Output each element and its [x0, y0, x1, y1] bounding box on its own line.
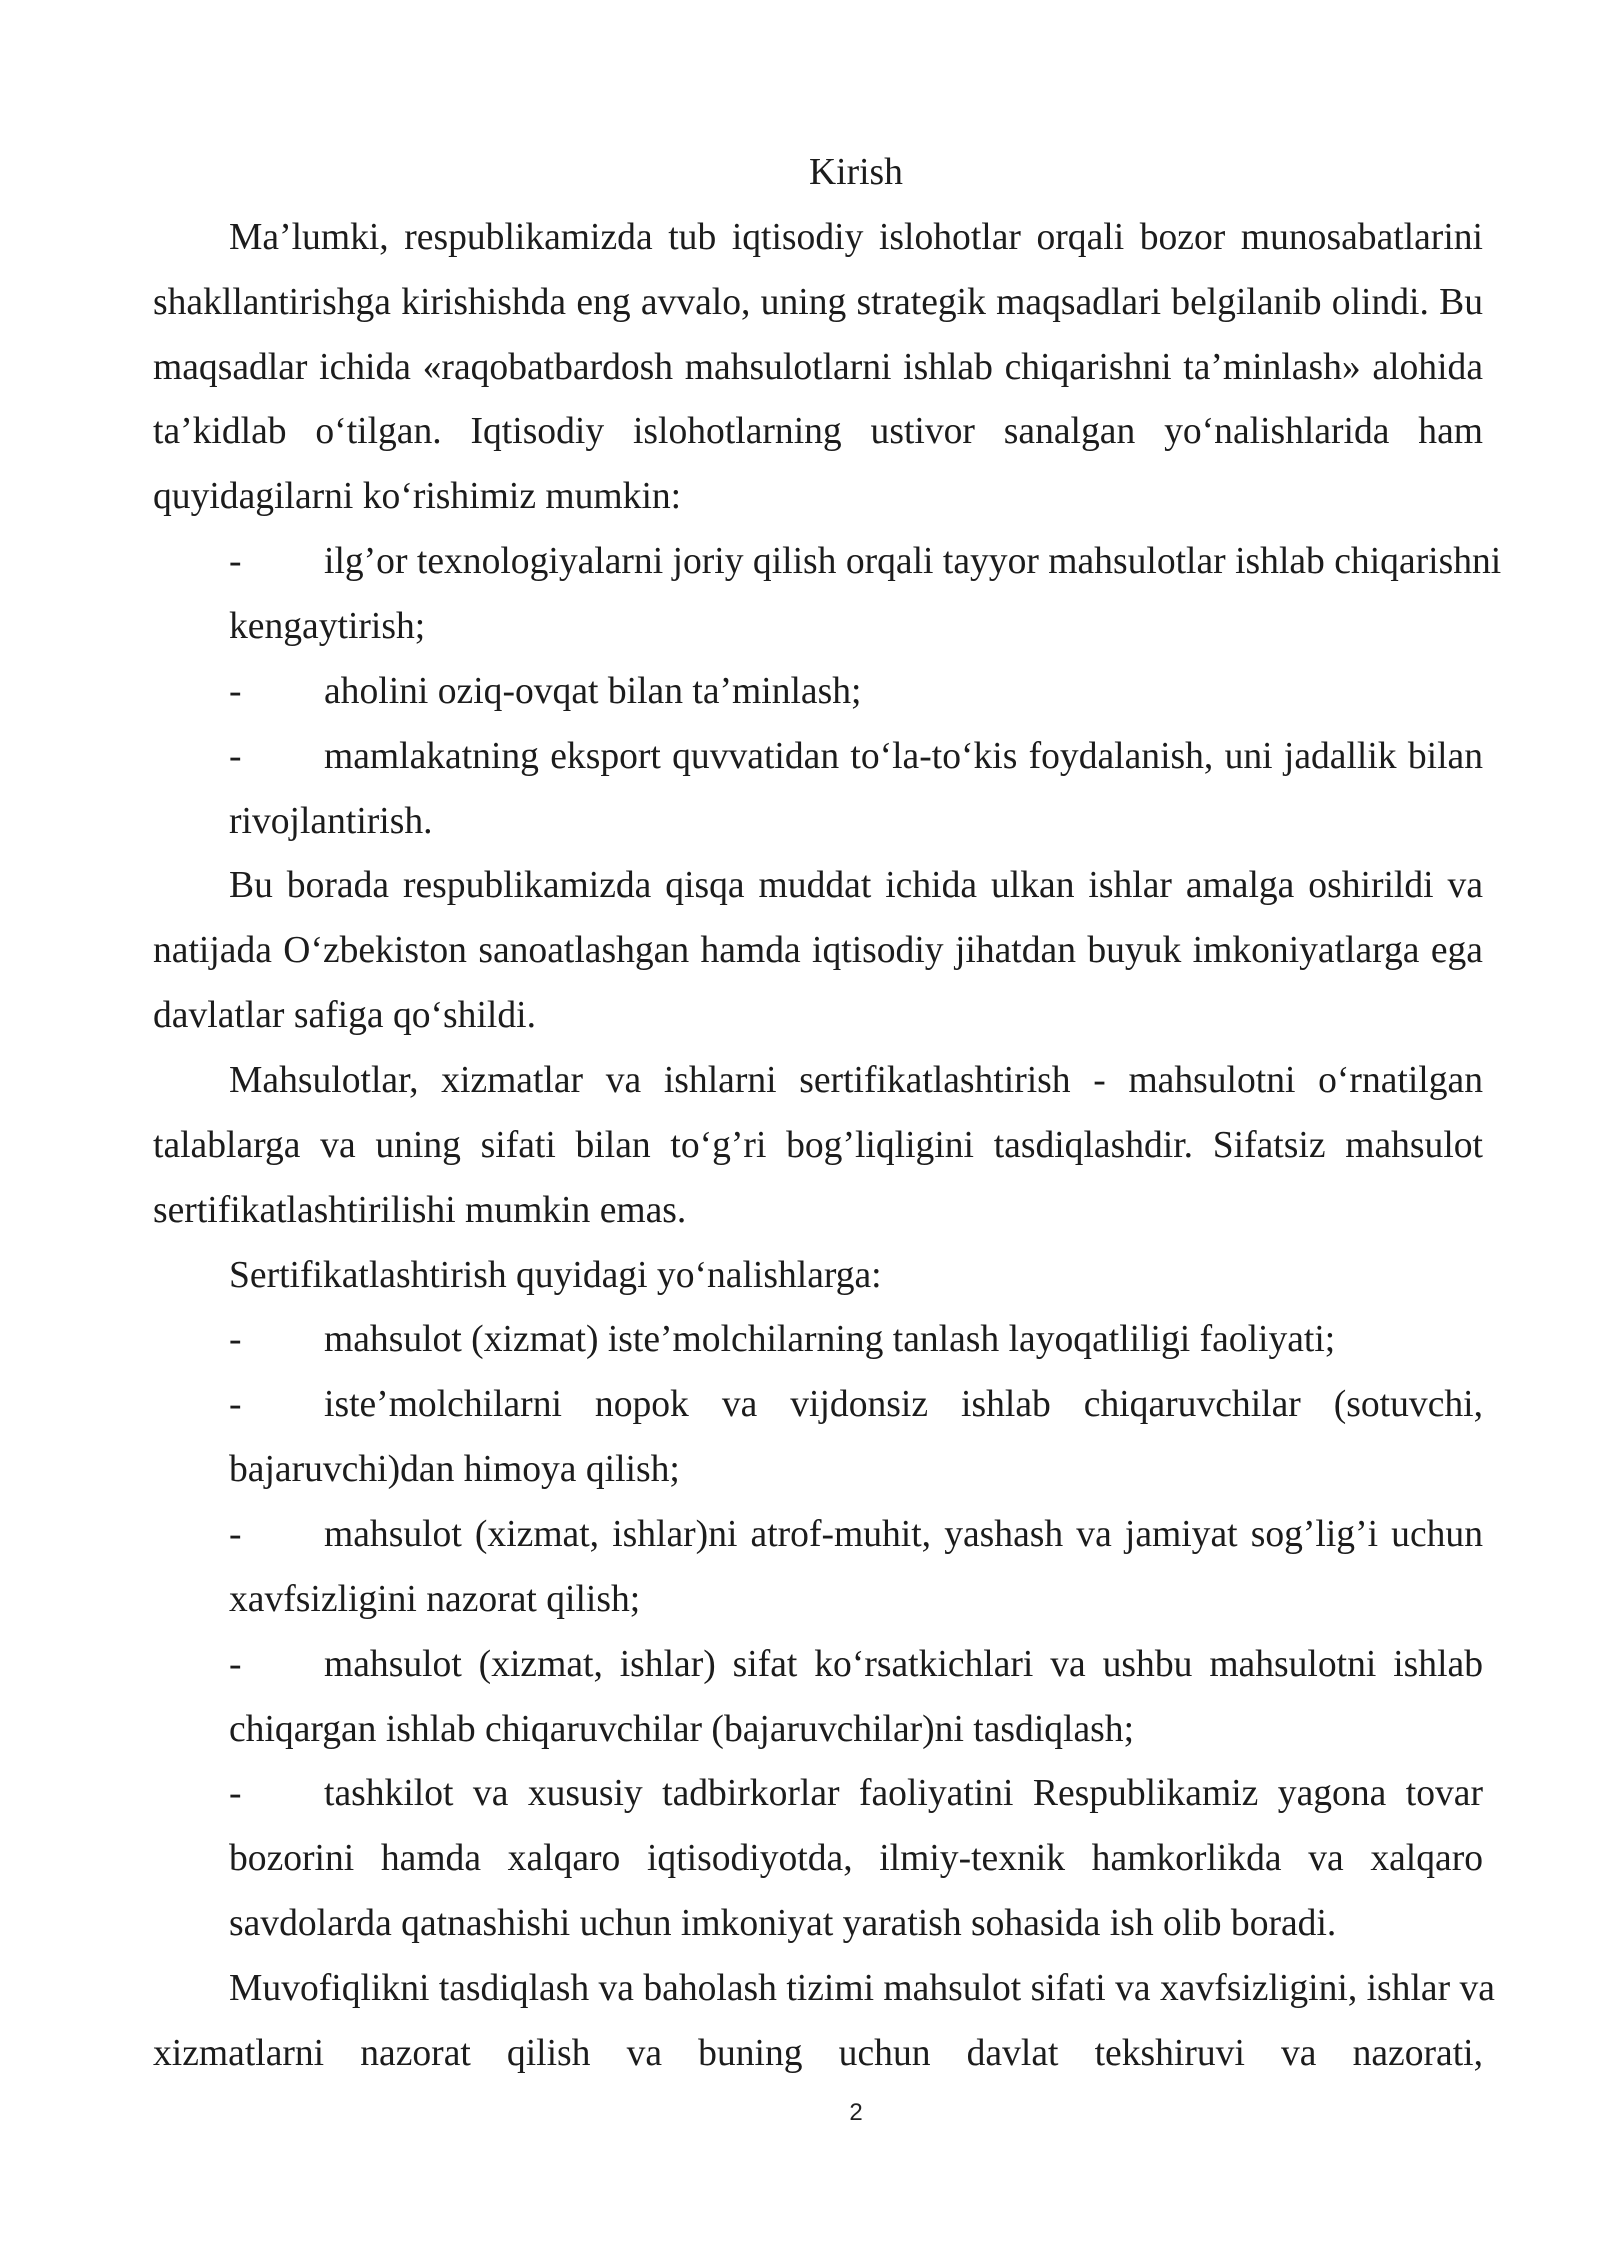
list-marker: - — [229, 1643, 242, 1685]
list-item-line — [153, 1762, 1483, 1827]
list-item-text: mahsulot (xizmat, ishlar)ni atrof-muhit, yashash va jamiyat sog’lig’i uchun — [324, 1514, 1483, 1556]
bullet-item — [153, 1373, 1483, 1503]
paragraph-line: sertifikatlashtirilishi mumkin emas. — [153, 1189, 687, 1231]
paragraph-line: ta’kidlab o‘tilgan. Iqtisodiy islohotlarning ustivor sanalgan yo‘nalishlarida ham — [153, 411, 1483, 453]
list-marker: - — [229, 1514, 242, 1556]
paragraph-line: davlatlar safiga qo‘shildi. — [153, 995, 536, 1037]
paragraph-line: shakllantirishga kirishishda eng avvalo, uning strategik maqsadlari belgilanib olindi. Bu — [153, 281, 1483, 323]
list-item-text: tashkilot va xususiy tadbirkorlar faoliyatini Respublikamiz yagona tovar — [324, 1773, 1483, 1815]
list-continuation-line: bozorini hamda xalqaro iqtisodiyotda, ilmiy-texnik hamkorlikda va xalqaro — [229, 1838, 1483, 1880]
section-title: Kirish — [809, 152, 903, 193]
list-item-line — [153, 1373, 1483, 1438]
paragraph — [153, 1244, 1483, 1309]
paragraph-line: natijada O‘zbekiston sanoatlashgan hamda iqtisodiy jihatdan buyuk imkoniyatlarga ega — [153, 930, 1483, 972]
paragraph-line: maqsadlar ichida «raqobatbardosh mahsulotlarni ishlab chiqarishni ta’minlash» alohida — [153, 346, 1483, 388]
list-continuation-line: xavfsizligini nazorat qilish; — [229, 1578, 641, 1620]
list-marker: - — [229, 1319, 242, 1361]
text-body — [153, 141, 1502, 2087]
paragraph-line: Bu borada respublikamizda qisqa muddat ichida ulkan ishlar amalga oshirildi va — [229, 865, 1483, 907]
paragraph-line: talablarga va uning sifati bilan to‘g’ri bog’liqligini tasdiqlashdir. Sifatsiz mahsulot — [153, 1124, 1483, 1166]
list-item-text: iste’molchilarni nopok va vijdonsiz ishlab chiqaruvchilar (sotuvchi, — [324, 1384, 1483, 1426]
list-continuation-line: savdolarda qatnashishi uchun imkoniyat yaratish sohasida ish olib boradi. — [229, 1903, 1337, 1945]
list-item-text: mahsulot (xizmat) iste’molchilarning tanlash layoqatliligi faoliyati; — [324, 1319, 1336, 1361]
bullet-item — [153, 1762, 1483, 1957]
list-item-line — [153, 1308, 1483, 1373]
list-item-line — [153, 725, 1483, 790]
list-item-text: aholini oziq-ovqat bilan ta’minlash; — [324, 670, 862, 712]
paragraph-line: Muvofiqlikni tasdiqlash va baholash tizimi mahsulot sifati va xavfsizligini, ishlar va — [229, 1968, 1495, 2010]
bullet-item — [153, 1503, 1483, 1633]
paragraph-line: quyidagilarni ko‘rishimiz mumkin: — [153, 476, 682, 518]
list-marker: - — [229, 735, 242, 777]
paragraph — [153, 1049, 1483, 1244]
list-item-line — [153, 1503, 1483, 1568]
bullet-item — [153, 660, 1483, 725]
bullet-item — [153, 1633, 1483, 1763]
list-item-line — [153, 660, 1483, 725]
list-marker: - — [229, 541, 242, 583]
list-item-line — [153, 530, 1502, 595]
list-continuation-line: chiqargan ishlab chiqaruvchilar (bajaruvchilar)ni tasdiqlash; — [229, 1708, 1135, 1750]
paragraph — [153, 1957, 1495, 2087]
list-continuation-line: rivojlantirish. — [229, 800, 433, 842]
list-continuation-line: bajaruvchi)dan himoya qilish; — [229, 1449, 680, 1491]
list-marker: - — [229, 1773, 242, 1815]
paragraph — [153, 854, 1483, 1049]
list-item-text: ilg’or texnologiyalarni joriy qilish orqali tayyor mahsulotlar ishlab chiqarishni — [324, 541, 1502, 583]
list-marker: - — [229, 1384, 242, 1426]
list-item-text: mamlakatning eksport quvvatidan to‘la-to‘kis foydalanish, uni jadallik bilan — [324, 735, 1483, 777]
list-item-text: mahsulot (xizmat, ishlar) sifat ko‘rsatkichlari va ushbu mahsulotni ishlab — [324, 1643, 1483, 1685]
list-item-line — [153, 1633, 1483, 1698]
paragraph-line: xizmatlarni nazorat qilish va buning uchun davlat tekshiruvi va nazorati, — [153, 2032, 1483, 2074]
paragraph-line: Mahsulotlar, xizmatlar va ishlarni sertifikatlashtirish - mahsulotni o‘rnatilgan — [229, 1060, 1483, 1102]
bullet-item — [153, 725, 1483, 855]
list-marker: - — [229, 670, 242, 712]
paragraph-line: Sertifikatlashtirish quyidagi yo‘nalishlarga: — [229, 1254, 882, 1296]
bullet-item — [153, 1308, 1483, 1373]
paragraph-line: Ma’lumki, respublikamizda tub iqtisodiy islohotlar orqali bozor munosabatlarini — [229, 216, 1483, 258]
paragraph — [153, 206, 1483, 530]
page-number: 2 — [849, 2099, 863, 2126]
bullet-item — [153, 530, 1502, 660]
list-continuation-line: kengaytirish; — [229, 606, 426, 648]
